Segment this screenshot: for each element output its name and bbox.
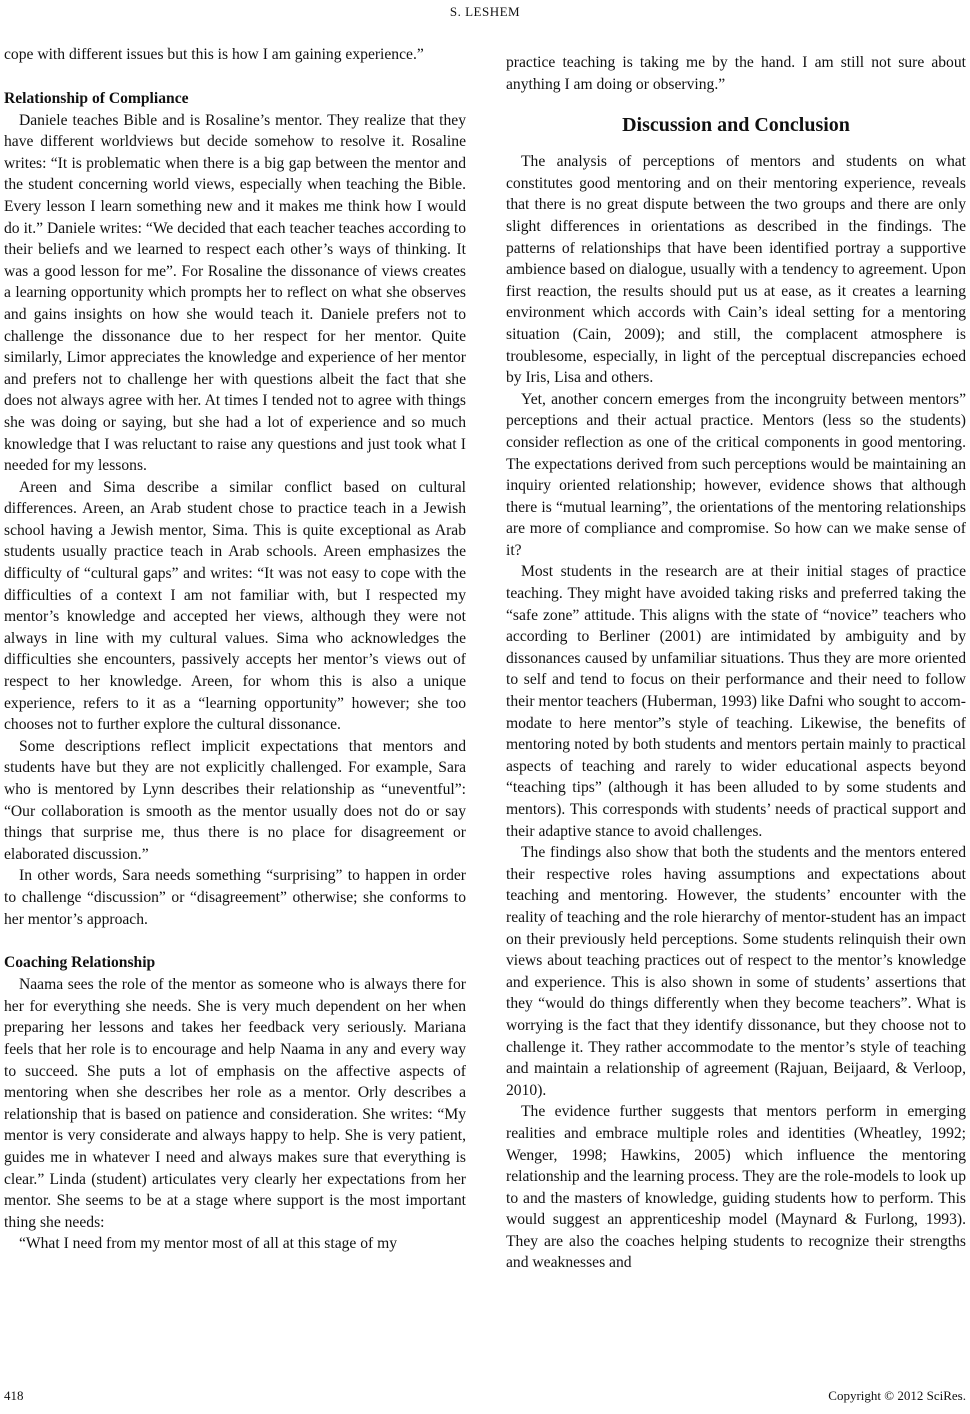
paragraph: Some descriptions reflect implicit expectations that mentors and students have but they are not explicitly challenged. For example, Sara who is mentored by Lynn describes their relationship as “uneventful”: “Our collaboration is smooth as the mentor usually does not do or say things that surprise me, thus there is no place for disagreement or elaborated discussion.” (4, 737, 466, 863)
paragraph: Naama sees the role of the mentor as someone who is always there for her for everything she needs. She is very much dependent on her when preparing her lessons and takes her feedback very seriously. Mariana feels that her role is to encourage and help Naama in any and every way to succeed. She puts a lot of emphasis on the affective aspects of mentoring when she describes her role as a mentor. Orly describes a relationship that is based on patience and consideration. She writes: “My mentor is very considerate and always happy to help. She is very patient, guides me in whatever I need and always makes sure that everything is clear.” Linda (student) articulates very clearly her expectations from her mentor. She seems to be at a stage where support is the most important thing she needs: (4, 976, 466, 1231)
left-column (4, 44, 466, 1255)
right-column (506, 52, 966, 1274)
paragraph: Yet, another concern emerges from the incongruity between mentors” perceptions and their actual practice. Mentors (less so the students) consider reflection as one of the critical components in good mentoring. The expectations derived from such perceptions would be maintaining an inquiry oriented relationship; however, evidence shows that although there is “mutual learning”, the orientations of the mentoring relationships are more of compliance and compromise. So how can we make sense of it? (506, 390, 966, 559)
section-heading: Coaching Relationship (4, 954, 156, 972)
paragraph: The evidence further suggests that mentors perform in emerging realities and embrace multiple roles and identities (Wheatley, 1992; Wenger, 1998; Hawkins, 2005) which influence the mentoring relationship and the learning process. They are the role-models to look up to and the masters of knowledge, guiding students how to perform. This would suggest an apprenticeship model (Maynard & Furlong, 1993). They are also the coaches helping students to recognize their strengths and weaknesses and (506, 1103, 966, 1272)
running-head: S. LESHEM (449, 4, 521, 19)
section-heading: Relationship of Compliance (4, 89, 189, 107)
paragraph: “What I need from my mentor most of all at this stage of my (19, 1235, 398, 1253)
paragraph: practice teaching is taking me by the hand. I am still not sure about anything I am doing or observing.” (506, 54, 966, 93)
paragraph: Daniele teaches Bible and is Rosaline’s mentor. They realize that they have different worldviews but decide somehow to resolve it. Rosaline writes: “It is problematic when there is a big gap between the mentor and the student concerning world views, especially when teaching the Bible. Every lesson I learn something new and it makes me think how I would do it.” Daniele writes: “We decided that each teacher teaches according to their beliefs and we learned to respect each other’s ways of thinking. It was a good lesson for me”. For Rosaline the dissonance of views creates a learning opportunity which prompts her to reflect on what she observes and gains insights on how she would teach it. Daniele prefers not to challenge the dissonance due to her respect for her mentor. Quite similarly, Limor appreciates the knowledge and experience of her mentor and prefers not to challenge her with questions albeit the fact that she does not always agree with her. At times I tended not to agree with things she was doing or saying, but she had a lot of experience and so much knowledge that I was reluctant to raise any questions and just took what I needed for my lessons. (4, 111, 466, 475)
copyright-notice: Copyright © 2012 SciRes. (828, 1388, 966, 1403)
paragraph: The analysis of perceptions of mentors and students on what constitutes good mentoring and on their mentoring experience, reveals that there is no great dispute between the two groups and there are only slight differences in orientations as described in the findings. The patterns of relationships that have been identified portray a supportive ambience based on dialogue, usually with a tendency to agreement. Upon first reaction, the results should put us at ease, as it creates a learning environment which accords with Cain’s ideal setting for a mentoring situation (Cain, 2009); and still, the complacent atmosphere is troublesome, especially, in light of the perceptual discrepancies echoed by Iris, Lisa and others. (506, 153, 966, 387)
paragraph: The findings also show that both the students and the mentors entered their respective roles having assumptions and expectations about teaching and mentoring. However, the students’ encounter with the reality of teaching and the role hierarchy of mentor-student has an impact on their previously held perceptions. Some students relinquish their own views about teaching practices out of respect to the mentor’s knowledge and experience. This is also shown in some of students’ assertions that they “would do things differently when they become teachers”. What is worrying is the fact that they identify dissonance, but they choose not to challenge it. They rather accommodate to the mentor’s style of teaching and maintain a relationship of agreement (Rajuan, Beijaard, & Verloop, 2010). (506, 844, 966, 1099)
paragraph: Areen and Sima describe a similar conflict based on cultural differences. Areen, an Arab student chose to practice teach in a Jewish school having a Jewish mentor, Sima. This is quite exceptional as Arab students usually practice teach in Arab schools. Areen emphasizes the difficulty of “cultural gaps” and writes: “It was not easy to cope with the difficulties of a context I am not familiar with, but I respected my mentor’s knowledge and accepted her views, although they were not always in line with my cultural values. Sima who acknowledges the difficulties she encounters, passively accepts her mentor’s views out of respect to her knowledge. Areen, for whom this is also a unique experience, refers to it as a “learning opportunity” however; she too chooses not to further explore the cultural dissonance. (4, 478, 466, 734)
section-title: Discussion and Conclusion (622, 114, 850, 137)
page-number: 418 (4, 1388, 24, 1403)
paragraph: Most students in the research are at their initial stages of practice teaching. They might have avoided taking risks and preferred taking the “safe zone” attitude. This aligns with the state of “novice” teachers who according to Berliner (2001) are intimidated by ambiguity and by dissonances caused by unfamiliar situations. Thus they are more oriented to self and tend to focus on their performance and their need to follow their mentor teachers (Huberman, 1993) like Dafni who sought to accommodate to here mentor”s style of teaching. Likewise, the benefits of mentoring noted by both students and mentors pertain mainly to practical aspects of teaching and rarely to wider educational aspects beyond “teaching tips” (although it has been alluded to by some students and mentors). This corresponds with students’ needs of practical support and their adaptive stance to avoid challenges. (506, 563, 966, 840)
paragraph: In other words, Sara needs something “surprising” to happen in order to challenge “discussion” or “disagreement” otherwise; she conforms to her mentor’s approach. (4, 867, 466, 928)
paragraph: cope with different issues but this is how I am gaining experience.” (4, 46, 424, 63)
